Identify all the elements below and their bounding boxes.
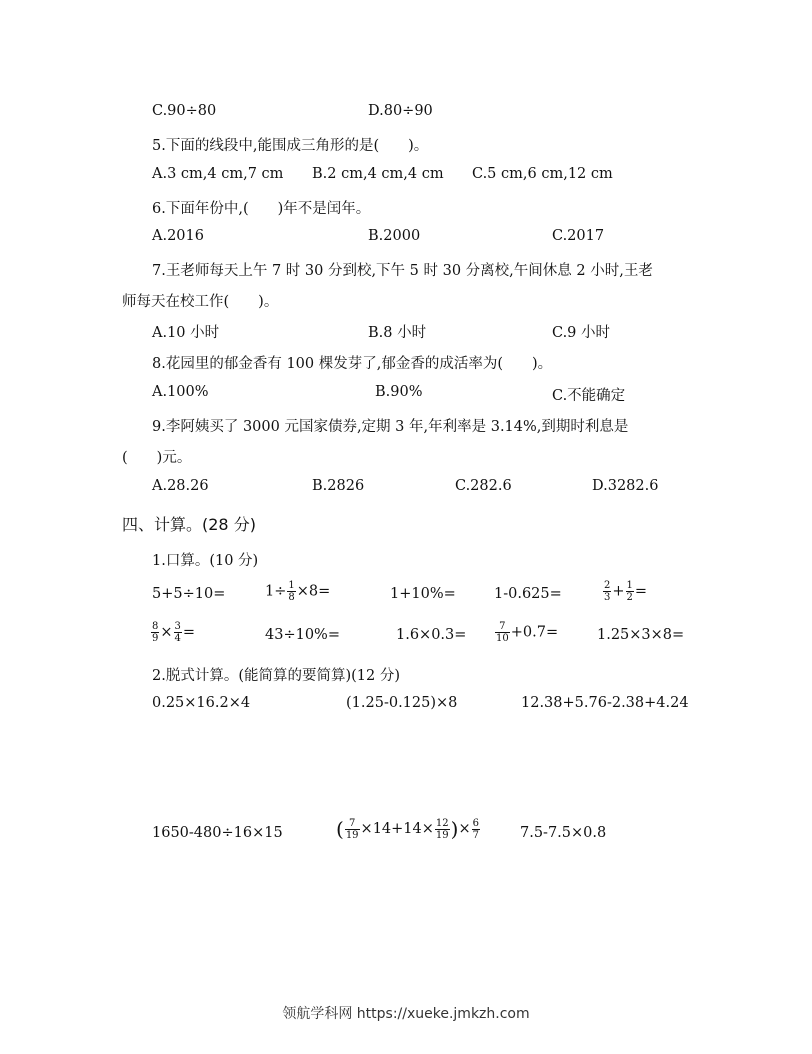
fraction: $\frac{6}{7}$ bbox=[472, 817, 479, 841]
step-expr-4: 1650-480÷16×15 bbox=[152, 825, 283, 841]
q8-stem: 8.花园里的郁金香有 100 棵发芽了,郁金香的成活率为( )。 bbox=[152, 356, 553, 372]
q4-option-c: C.90÷80 bbox=[152, 103, 217, 119]
q9-stem-line1: 9.李阿姨买了 3000 元国家债券,定期 3 年,年利率是 3.14%,到期时利息是 bbox=[152, 419, 629, 435]
oral-expr-4: 1-0.625= bbox=[494, 586, 562, 602]
oral-calc-title: 1.口算。(10 分) bbox=[152, 553, 259, 569]
q7-option-b: B.8 小时 bbox=[368, 325, 427, 341]
q9-stem-line2: ( )元。 bbox=[122, 450, 192, 466]
oral-expr-9: $\frac{7}{10}$ +0.7= bbox=[496, 621, 559, 644]
fraction: $\frac{8}{9}$ bbox=[152, 621, 159, 644]
oral-expr-8: 1.6×0.3= bbox=[396, 627, 467, 643]
step-expr-1: 0.25×16.2×4 bbox=[152, 695, 251, 711]
q7-option-a: A.10 小时 bbox=[152, 325, 220, 341]
q8-option-a: A.100% bbox=[152, 384, 209, 400]
q9-option-a: A.28.26 bbox=[152, 478, 209, 494]
oral-expr-3: 1+10%= bbox=[390, 586, 456, 602]
section-4-heading: 四、计算。(28 分) bbox=[122, 515, 256, 534]
oral-expr-6: $\frac{8}{9}$ × $\frac{3}{4}$ = bbox=[152, 621, 196, 644]
q5-option-a: A.3 cm,4 cm,7 cm bbox=[152, 166, 284, 182]
fraction: $\frac{1}{8}$ bbox=[288, 580, 295, 603]
fraction: $\frac{2}{3}$ bbox=[604, 580, 611, 603]
oral-expr-10: 1.25×3×8= bbox=[597, 627, 685, 643]
q8-option-c: C.不能确定 bbox=[552, 388, 626, 404]
q6-option-c: C.2017 bbox=[552, 228, 605, 244]
q6-option-b: B.2000 bbox=[368, 228, 421, 244]
q7-option-c: C.9 小时 bbox=[552, 325, 611, 341]
q9-option-d: D.3282.6 bbox=[592, 478, 659, 494]
q9-option-c: C.282.6 bbox=[455, 478, 512, 494]
q5-option-b: B.2 cm,4 cm,4 cm bbox=[312, 166, 444, 182]
step-expr-6: 7.5-7.5×0.8 bbox=[520, 825, 607, 841]
q6-option-a: A.2016 bbox=[152, 228, 204, 244]
oral-expr-2: 1÷ $\frac{1}{8}$ ×8= bbox=[265, 580, 331, 603]
fraction: $\frac{12}{19}$ bbox=[435, 817, 449, 841]
q7-stem-line1: 7.王老师每天上午 7 时 30 分到校,下午 5 时 30 分离校,午间休息 2 小时,王老 bbox=[152, 263, 653, 279]
q5-stem: 5.下面的线段中,能围成三角形的是( )。 bbox=[152, 138, 429, 154]
step-expr-2: (1.25-0.125)×8 bbox=[346, 695, 458, 711]
q9-option-b: B.2826 bbox=[312, 478, 365, 494]
q4-option-d: D.80÷90 bbox=[368, 103, 433, 119]
oral-expr-5: $\frac{2}{3}$ + $\frac{1}{2}$ = bbox=[604, 580, 648, 603]
footer-watermark: 领航学科网 https://xueke.jmkzh.com bbox=[282, 1006, 530, 1022]
oral-expr-1: 5+5÷10= bbox=[152, 586, 226, 602]
step-expr-3: 12.38+5.76-2.38+4.24 bbox=[521, 695, 689, 711]
fraction: $\frac{1}{2}$ bbox=[626, 580, 633, 603]
step-calc-title: 2.脱式计算。(能简算的要简算)(12 分) bbox=[152, 668, 401, 684]
step-expr-5: ( $\frac{7}{19}$ ×14+14× $\frac{12}{19}$ )× $\frac{6}{7}$ bbox=[336, 817, 479, 841]
q5-option-c: C.5 cm,6 cm,12 cm bbox=[472, 166, 613, 182]
oral-expr-7: 43÷10%= bbox=[265, 627, 340, 643]
fraction: $\frac{3}{4}$ bbox=[174, 621, 181, 644]
fraction: $\frac{7}{19}$ bbox=[345, 817, 359, 841]
q7-stem-line2: 师每天在校工作( )。 bbox=[122, 294, 279, 310]
q6-stem: 6.下面年份中,( )年不是闰年。 bbox=[152, 201, 371, 217]
fraction: $\frac{7}{10}$ bbox=[496, 621, 509, 644]
q8-option-b: B.90% bbox=[375, 384, 423, 400]
